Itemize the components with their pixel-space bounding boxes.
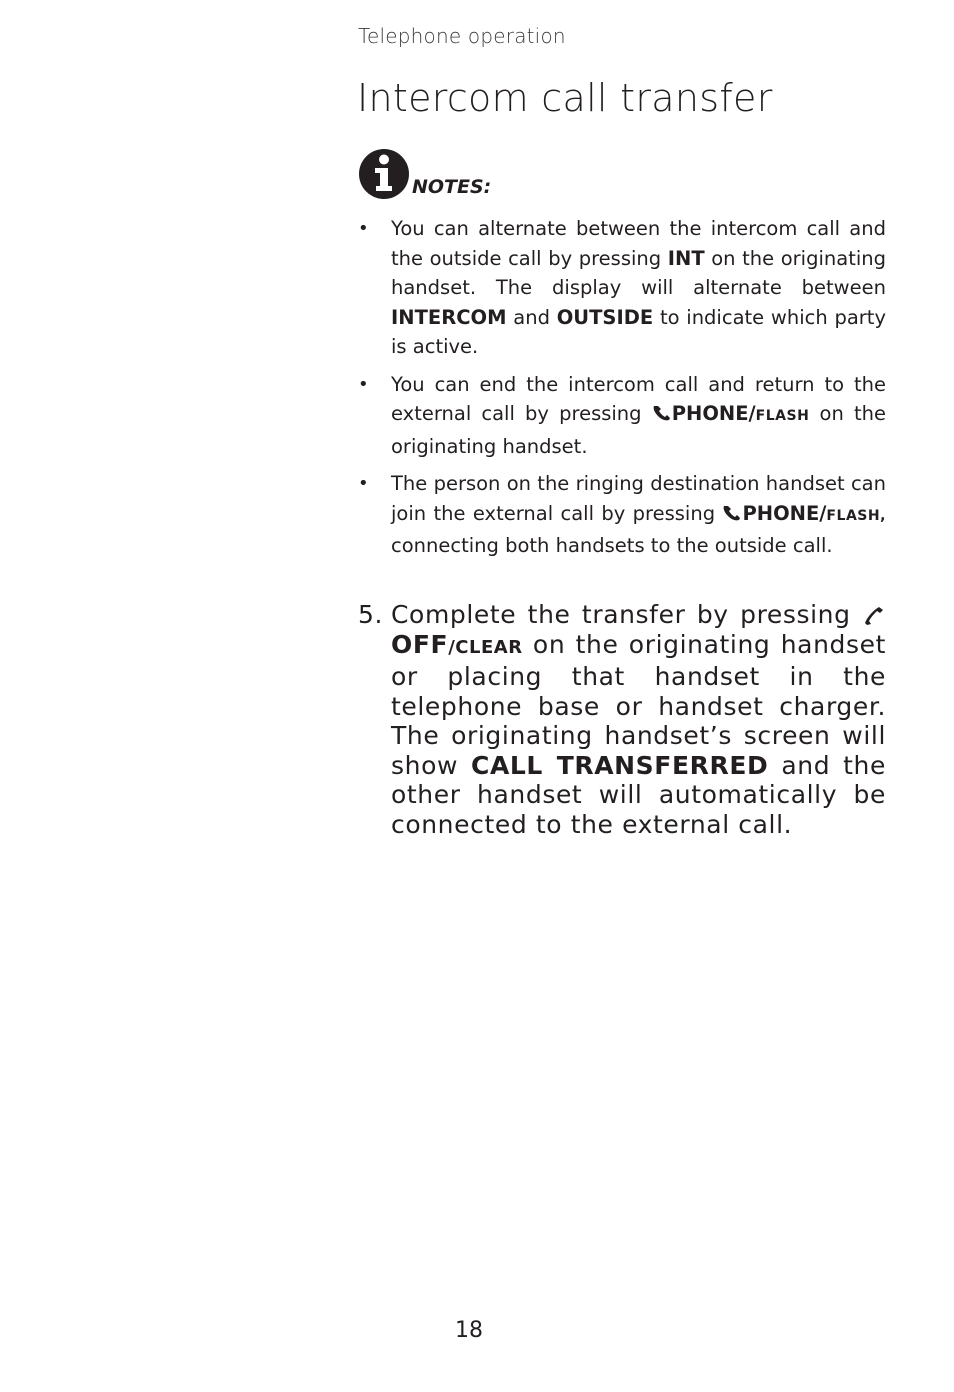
- key-flash: FLASH: [755, 408, 810, 424]
- bullet: •: [358, 373, 369, 395]
- note-text: You can alternate between the intercom call and the outside call by pressing: [391, 217, 886, 270]
- step-text: on the originating handset or placing that handset in the telephone base or handset charger. The originating handset’s screen will show: [391, 629, 886, 780]
- step-text: and the other handset will automatically be connected to the external call.: [391, 750, 886, 839]
- note-item: [358, 370, 886, 462]
- page-title: Intercom call transfer: [357, 76, 773, 120]
- notes-block: [358, 146, 886, 569]
- page-number: 18: [455, 1318, 483, 1343]
- key-off: OFF: [391, 629, 449, 659]
- step-item: [358, 600, 886, 839]
- display-call-transferred: CALL TRANSFERRED: [471, 750, 769, 780]
- info-icon: [358, 148, 410, 200]
- note-item: [358, 214, 886, 362]
- step-block: [358, 600, 886, 839]
- step-number: 5.: [358, 600, 384, 629]
- key-phone: PHONE/: [671, 402, 756, 425]
- note-text: on the originating handset. The display will alternate between: [391, 246, 886, 299]
- bullet: •: [358, 473, 369, 494]
- note-text: You can end the intercom call and return to the external call by pressing: [391, 372, 886, 425]
- bullet: •: [358, 218, 369, 239]
- display-intercom: INTERCOM: [391, 305, 507, 329]
- phone-icon: [652, 405, 672, 423]
- note-text: and: [506, 305, 557, 329]
- display-outside: OUTSIDE: [556, 305, 654, 329]
- notes-label: NOTES:: [412, 176, 492, 198]
- note-text: connecting both handsets to the outside call.: [391, 534, 833, 557]
- note-item: [358, 469, 886, 561]
- off-icon: [862, 604, 886, 626]
- section-header: Telephone operation: [358, 24, 566, 48]
- notes-heading: [358, 146, 886, 200]
- key-phone: PHONE/: [742, 501, 827, 525]
- note-text: on the originating handset.: [391, 402, 886, 458]
- note-text: The person on the ringing destination handset can join the external call by pressing: [391, 472, 886, 525]
- key-flash: FLASH,: [826, 507, 886, 524]
- key-int: INT: [667, 246, 705, 270]
- note-text: to indicate which party is active.: [391, 305, 886, 358]
- phone-icon: [722, 505, 742, 523]
- step-text: Complete the transfer by pressing: [391, 600, 862, 629]
- key-clear: /CLEAR: [448, 636, 523, 658]
- notes-list: [358, 214, 886, 561]
